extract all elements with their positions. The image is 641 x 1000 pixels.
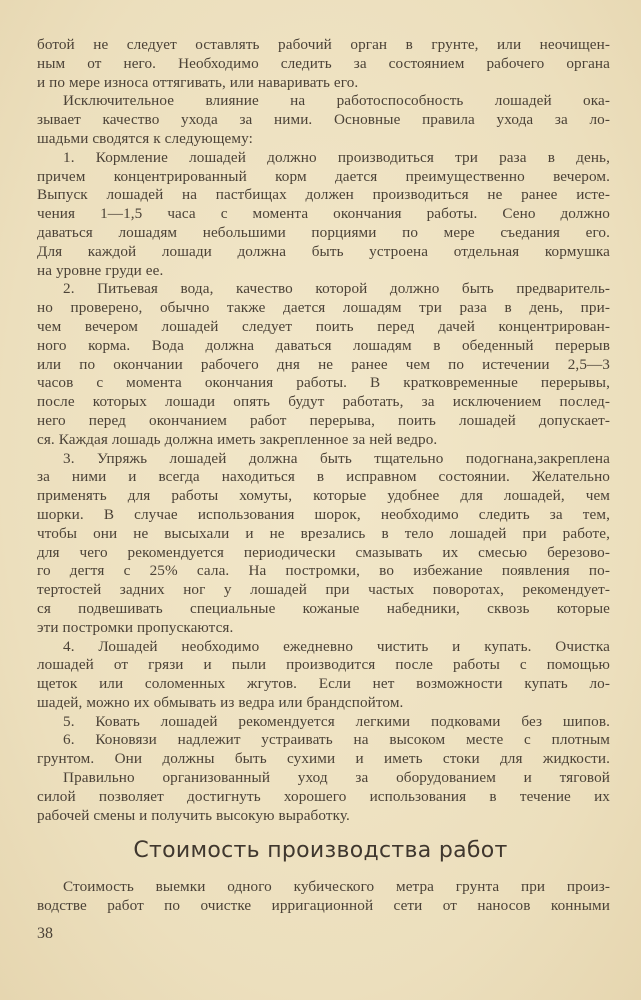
text-line: Стоимость выемки одного кубического метра грунта при произ- [63, 878, 610, 895]
text-line: ся. Каждая лошадь должна иметь закрепленное за ней ведро. [37, 430, 438, 448]
text-line: часов с момента окончания работы. В кратковременные перерывы, [37, 374, 610, 392]
text-line: 1. Кормление лошадей должно производиться три раза в день, [63, 148, 610, 166]
text-line: ного корма. Вода должна даваться лошадям в обеденный перерыв [37, 336, 610, 354]
text-line: рабочей смены и получить высокую выработку. [37, 806, 350, 824]
text-line: 6. Коновязи надлежит устраивать на высоком месте с плотным [63, 731, 610, 749]
text-line: и по мере износа оттягивать, или наваривать его. [37, 73, 359, 91]
text-line: ботой не следует оставлять рабочий орган в грунте, или неочищен- [37, 36, 610, 53]
text-line: ным от него. Необходимо следить за состоянием рабочего органа [37, 54, 610, 72]
text-line: 2. Питьевая вода, качество которой должно быть предваритель- [63, 280, 610, 298]
text-line: эти постромки пропускаются. [37, 618, 234, 636]
text-line: но проверено, обычно также дается лошадям три раза в день, при- [37, 299, 610, 317]
text-line: силой позволяет достигнуть хорошего использования в течение их [37, 787, 610, 805]
text-line: него перед окончанием работ перерыва, поить лошадей допускает- [37, 411, 610, 429]
text-line: шадей, можно их обмывать из ведра или брандспойтом. [37, 693, 404, 711]
text-line: даваться лошадям небольшими порциями по мере съедания его. [37, 223, 610, 241]
text-line: шорки. В случае использования шорок, необходимо следить за тем, [37, 505, 610, 523]
text-line: для чего рекомендуется периодически смазывать их смесью березово- [37, 543, 610, 561]
text-line: Выпуск лошадей на пастбищах должен производиться не ранее исте- [37, 186, 610, 204]
text-line: за ними и всегда находиться в исправном состоянии. Желательно [37, 468, 610, 486]
text-line: применять для работы хомуты, которые удобнее для лошадей, чем [37, 487, 610, 505]
text-line: шадьми сводятся к следующему: [37, 129, 253, 147]
text-line: после которых лошади опять будут работать, за исключением послед- [37, 393, 610, 411]
text-line: Исключительное влияние на работоспособность лошадей ока- [63, 92, 610, 110]
page-number: 38 [37, 925, 53, 942]
section-heading: Стоимость производства работ [133, 838, 508, 863]
text-line: на уровне груди ее. [37, 261, 164, 279]
text-line: чтобы они не высыхали и не врезались в тело лошадей при работе, [37, 524, 610, 542]
text-line: причем концентрированный корм дается преимущественно вечером. [37, 167, 610, 185]
text-line: го дегтя с 25% сала. На постромки, во избежание появления по- [37, 562, 610, 580]
text-line: чения 1—1,5 часа с момента окончания работы. Сено должно [37, 205, 610, 223]
text-line: ся подвешивать специальные кожаные набедники, сквозь которые [37, 599, 610, 617]
text-line: 3. Упряжь лошадей должна быть тщательно подогнана,закреплена [63, 449, 610, 467]
text-line: 4. Лошадей необходимо ежедневно чистить и купать. Очистка [63, 637, 610, 655]
text-line: грунтом. Они должны быть сухими и иметь стоки для жидкости. [37, 750, 610, 768]
text-line: чем вечером лошадей следует поить перед дачей концентрирован- [37, 317, 610, 335]
text-line: тертостей задних ног у лошадей при частых поворотах, рекомендует- [37, 581, 610, 599]
text-line: щеток или соломенных жгутов. Если нет возможности купать ло- [37, 675, 610, 693]
text-line: лошадей от грязи и пыли производится после работы с помощью [37, 656, 610, 674]
text-line: 5. Ковать лошадей рекомендуется легкими подковами без шипов. [63, 712, 610, 730]
body-text [37, 36, 610, 825]
text-line: Правильно организованный уход за оборудованием и тяговой [63, 769, 610, 787]
section-text [37, 878, 610, 916]
text-line: водстве работ по очистке ирригационной сети от наносов конными [37, 896, 610, 914]
text-line: Для каждой лошади должна быть устроена отдельная кормушка [37, 242, 610, 260]
text-line: или по окончании рабочего дня не ранее чем по истечении 2,5—3 [37, 355, 610, 373]
text-line: зывает качество ухода за ними. Основные правила ухода за ло- [37, 111, 610, 129]
